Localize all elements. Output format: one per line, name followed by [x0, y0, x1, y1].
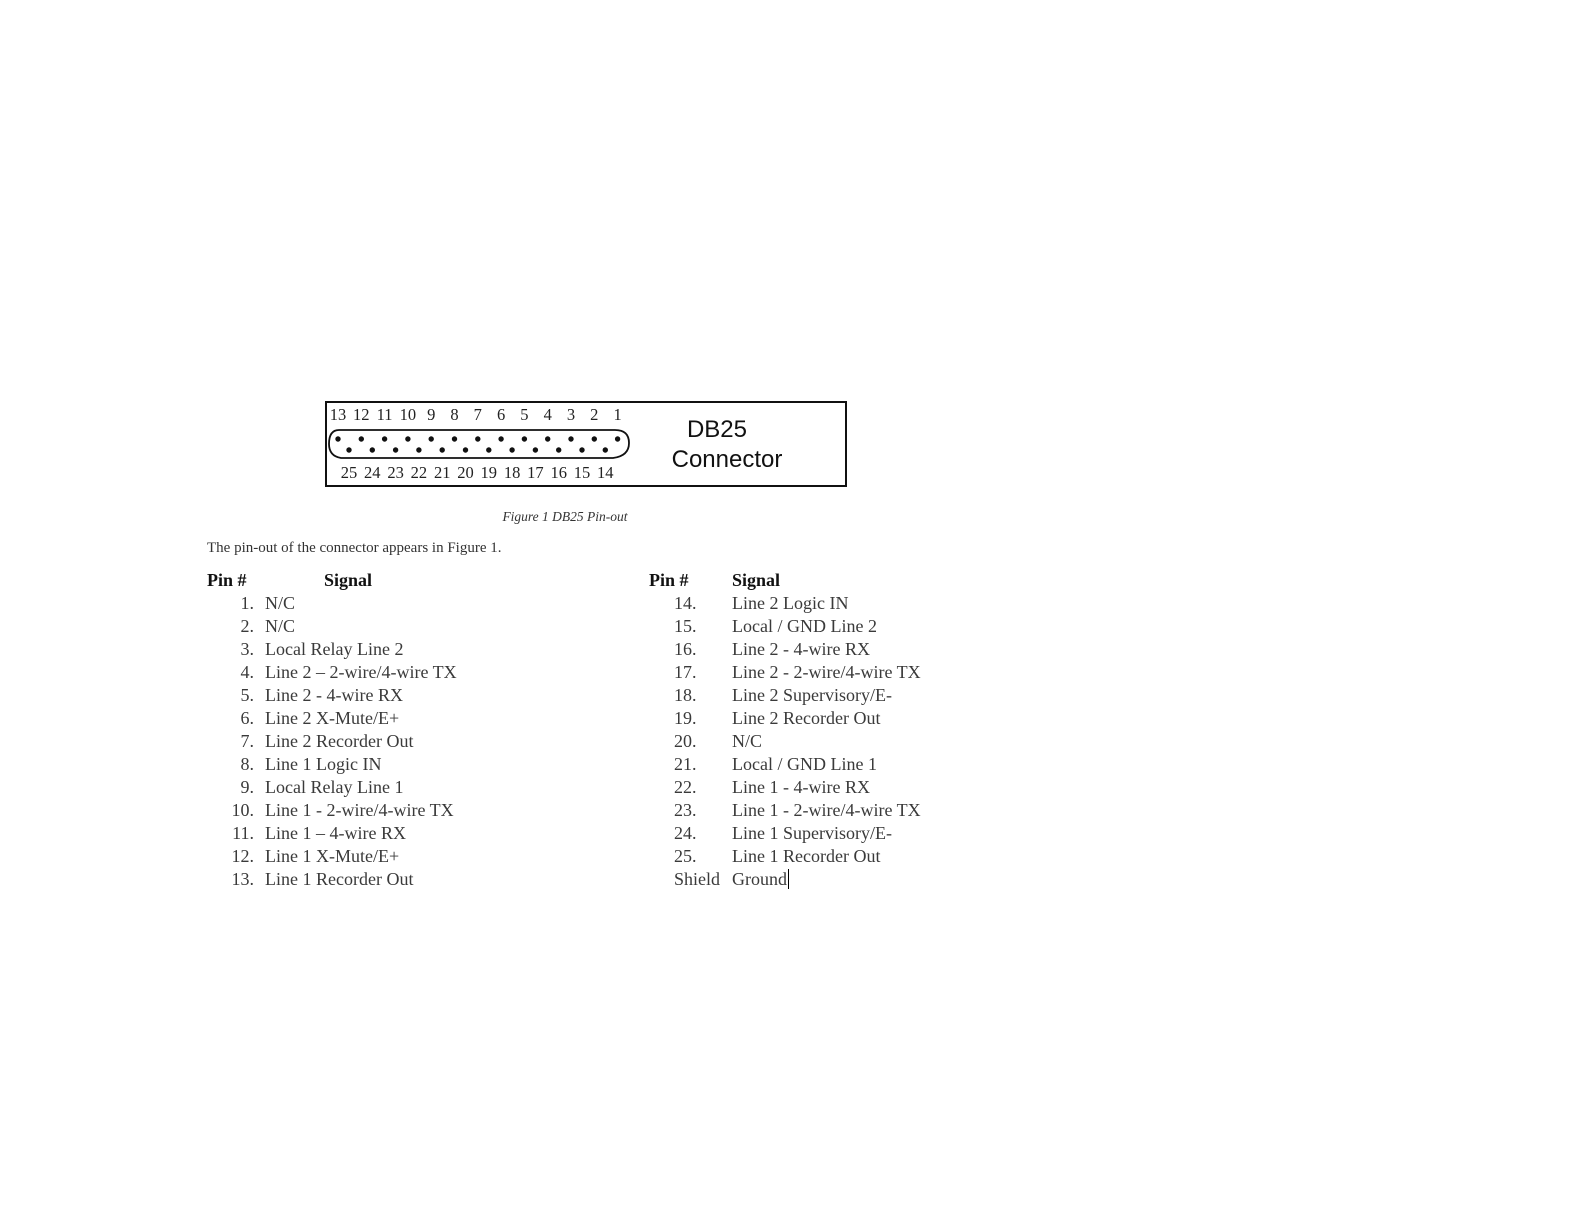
pin-dot-top — [452, 436, 457, 441]
pin-label-top: 5 — [520, 405, 529, 424]
pin-dot-top — [522, 436, 527, 441]
pin-signal: Local / GND Line 2 — [732, 616, 877, 636]
pin-label-top: 7 — [473, 405, 482, 424]
pin-signal: Line 1 X-Mute/E+ — [265, 846, 400, 866]
table-row — [207, 684, 627, 707]
header-signal: Signal — [324, 570, 373, 590]
pin-label-bottom: 17 — [527, 463, 544, 482]
pin-number: 2. — [240, 616, 254, 636]
pin-signal: Line 1 - 2-wire/4-wire TX — [732, 800, 921, 820]
pin-signal: Line 2 – 2-wire/4-wire TX — [265, 662, 457, 682]
pin-label-top: 9 — [427, 405, 436, 424]
pin-label-top: 13 — [329, 405, 347, 424]
intro-paragraph: The pin-out of the connector appears in Figure 1. — [207, 540, 502, 556]
pin-signal: Line 1 Supervisory/E- — [732, 823, 892, 843]
pin-number: 16. — [674, 639, 697, 659]
pin-dot-bottom — [579, 447, 584, 452]
table-row — [649, 661, 1069, 684]
pin-dot-top — [429, 436, 434, 441]
pin-number: 14. — [674, 593, 697, 613]
pin-number: 24. — [674, 823, 697, 843]
pin-number: 11. — [232, 823, 254, 843]
pin-dot-bottom — [509, 447, 514, 452]
pin-signal: Line 1 - 4-wire RX — [732, 777, 870, 797]
pin-number: 1. — [240, 593, 254, 613]
pin-label-top: 2 — [590, 405, 599, 424]
pin-signal: Line 1 – 4-wire RX — [265, 823, 406, 843]
pin-signal: Local / GND Line 1 — [732, 754, 877, 774]
table-row — [649, 684, 1069, 707]
table-row — [207, 776, 627, 799]
table-row — [207, 799, 627, 822]
pin-signal: Line 2 Recorder Out — [265, 731, 414, 751]
pin-number: 25. — [674, 846, 697, 866]
pin-table-right — [649, 569, 1069, 891]
pin-number: 3. — [240, 639, 254, 659]
pin-signal: N/C — [265, 616, 296, 636]
pin-signal: Line 1 Recorder Out — [265, 869, 414, 889]
table-row — [207, 615, 627, 638]
table-header — [207, 569, 627, 592]
table-row — [649, 868, 1069, 891]
pin-label-bottom: 19 — [480, 463, 498, 482]
table-row — [207, 753, 627, 776]
pin-signal: N/C — [265, 593, 296, 613]
table-row — [207, 638, 627, 661]
pin-label-bottom: 14 — [597, 463, 614, 482]
pin-signal: Line 2 Recorder Out — [732, 708, 881, 728]
pin-label-top: 6 — [496, 405, 506, 424]
table-row — [207, 845, 627, 868]
pin-number: 7. — [240, 731, 254, 751]
table-row — [207, 822, 627, 845]
pin-table-left — [207, 569, 627, 891]
pin-dot-top — [475, 436, 480, 441]
pin-dot-top — [382, 436, 387, 441]
table-row — [649, 776, 1069, 799]
pin-label-top: 10 — [399, 405, 417, 424]
pin-signal: Local Relay Line 2 — [265, 639, 404, 659]
table-row — [207, 592, 627, 615]
pin-dot-bottom — [463, 447, 468, 452]
pin-label-top: 11 — [376, 405, 393, 424]
pin-signal: Line 2 - 4-wire RX — [265, 685, 403, 705]
pin-number: Shield — [674, 869, 721, 889]
pin-number: 12. — [231, 846, 254, 866]
table-row — [649, 638, 1069, 661]
pin-label-top: 12 — [353, 405, 370, 424]
header-signal: Signal — [732, 570, 781, 590]
pin-signal: N/C — [732, 731, 763, 751]
pin-number: 22. — [674, 777, 697, 797]
pin-dot-bottom — [370, 447, 375, 452]
pin-number: 8. — [240, 754, 254, 774]
pin-number: 19. — [674, 708, 697, 728]
table-header — [649, 569, 1069, 592]
pin-dot-top — [359, 436, 364, 441]
pin-signal: Line 2 X-Mute/E+ — [265, 708, 400, 728]
pin-dot-bottom — [556, 447, 561, 452]
table-row — [649, 845, 1069, 868]
pin-dot-bottom — [603, 447, 608, 452]
pin-label-bottom: 22 — [410, 463, 428, 482]
pin-number: 21. — [674, 754, 697, 774]
pin-dot-top — [335, 436, 340, 441]
pin-signal: Local Relay Line 1 — [265, 777, 404, 797]
pin-number: 17. — [674, 662, 697, 682]
pin-label-top: 3 — [566, 405, 576, 424]
pin-number: 9. — [240, 777, 254, 797]
pin-dot-bottom — [416, 447, 421, 452]
table-row — [649, 822, 1069, 845]
pin-label-top: 4 — [543, 405, 552, 424]
pin-dot-top — [615, 436, 620, 441]
pin-label-bottom: 23 — [387, 463, 404, 482]
pin-signal: Ground — [732, 869, 787, 889]
pin-number: 6. — [240, 708, 254, 728]
pin-signal: Line 1 Recorder Out — [732, 846, 881, 866]
pin-signal: Line 2 - 2-wire/4-wire TX — [732, 662, 921, 682]
pin-dot-top — [545, 436, 550, 441]
pin-dot-top — [568, 436, 573, 441]
connector-shell — [329, 430, 629, 458]
pin-dot-bottom — [486, 447, 491, 452]
pin-label-bottom: 18 — [503, 463, 521, 482]
pin-number: 20. — [674, 731, 697, 751]
pin-dot-top — [498, 436, 503, 441]
pin-signal: Line 1 - 2-wire/4-wire TX — [265, 800, 454, 820]
table-row — [649, 707, 1069, 730]
pin-label-bottom: 15 — [573, 463, 591, 482]
table-row — [207, 868, 627, 891]
table-row — [207, 661, 627, 684]
db25-figure — [325, 401, 847, 487]
pin-dot-top — [405, 436, 410, 441]
pin-signal: Line 1 Logic IN — [265, 754, 382, 774]
table-row — [649, 730, 1069, 753]
pin-number: 4. — [240, 662, 254, 682]
pin-label-bottom: 20 — [457, 463, 474, 482]
pin-number: 15. — [674, 616, 697, 636]
table-row — [649, 753, 1069, 776]
pin-label-top: 1 — [613, 405, 622, 424]
connector-label-connector: Connector — [671, 446, 783, 473]
figure-caption: Figure 1 DB25 Pin-out — [502, 509, 628, 524]
pin-signal: Line 2 Logic IN — [732, 593, 849, 613]
pin-signal: Line 2 Supervisory/E- — [732, 685, 892, 705]
pin-number: 10. — [231, 800, 254, 820]
table-row — [649, 592, 1069, 615]
pin-dot-bottom — [440, 447, 445, 452]
pin-number: 23. — [674, 800, 697, 820]
pin-label-bottom: 25 — [340, 463, 358, 482]
pin-label-bottom: 21 — [433, 463, 451, 482]
pin-dot-top — [592, 436, 597, 441]
pin-dot-bottom — [393, 447, 398, 452]
pin-number: 5. — [240, 685, 254, 705]
header-pin: Pin # — [207, 570, 247, 590]
text-cursor — [788, 869, 789, 889]
pin-label-top: 8 — [450, 405, 459, 424]
table-row — [649, 615, 1069, 638]
table-row — [207, 707, 627, 730]
table-row — [207, 730, 627, 753]
pin-dot-bottom — [346, 447, 351, 452]
pin-number: 18. — [674, 685, 697, 705]
pin-number: 13. — [231, 869, 254, 889]
pin-dot-bottom — [533, 447, 538, 452]
pin-label-bottom: 16 — [550, 463, 567, 482]
pin-signal: Line 2 - 4-wire RX — [732, 639, 870, 659]
table-row — [649, 799, 1069, 822]
pin-label-bottom: 24 — [364, 463, 381, 482]
connector-label-db25: DB25 — [686, 416, 748, 443]
header-pin: Pin # — [649, 570, 689, 590]
